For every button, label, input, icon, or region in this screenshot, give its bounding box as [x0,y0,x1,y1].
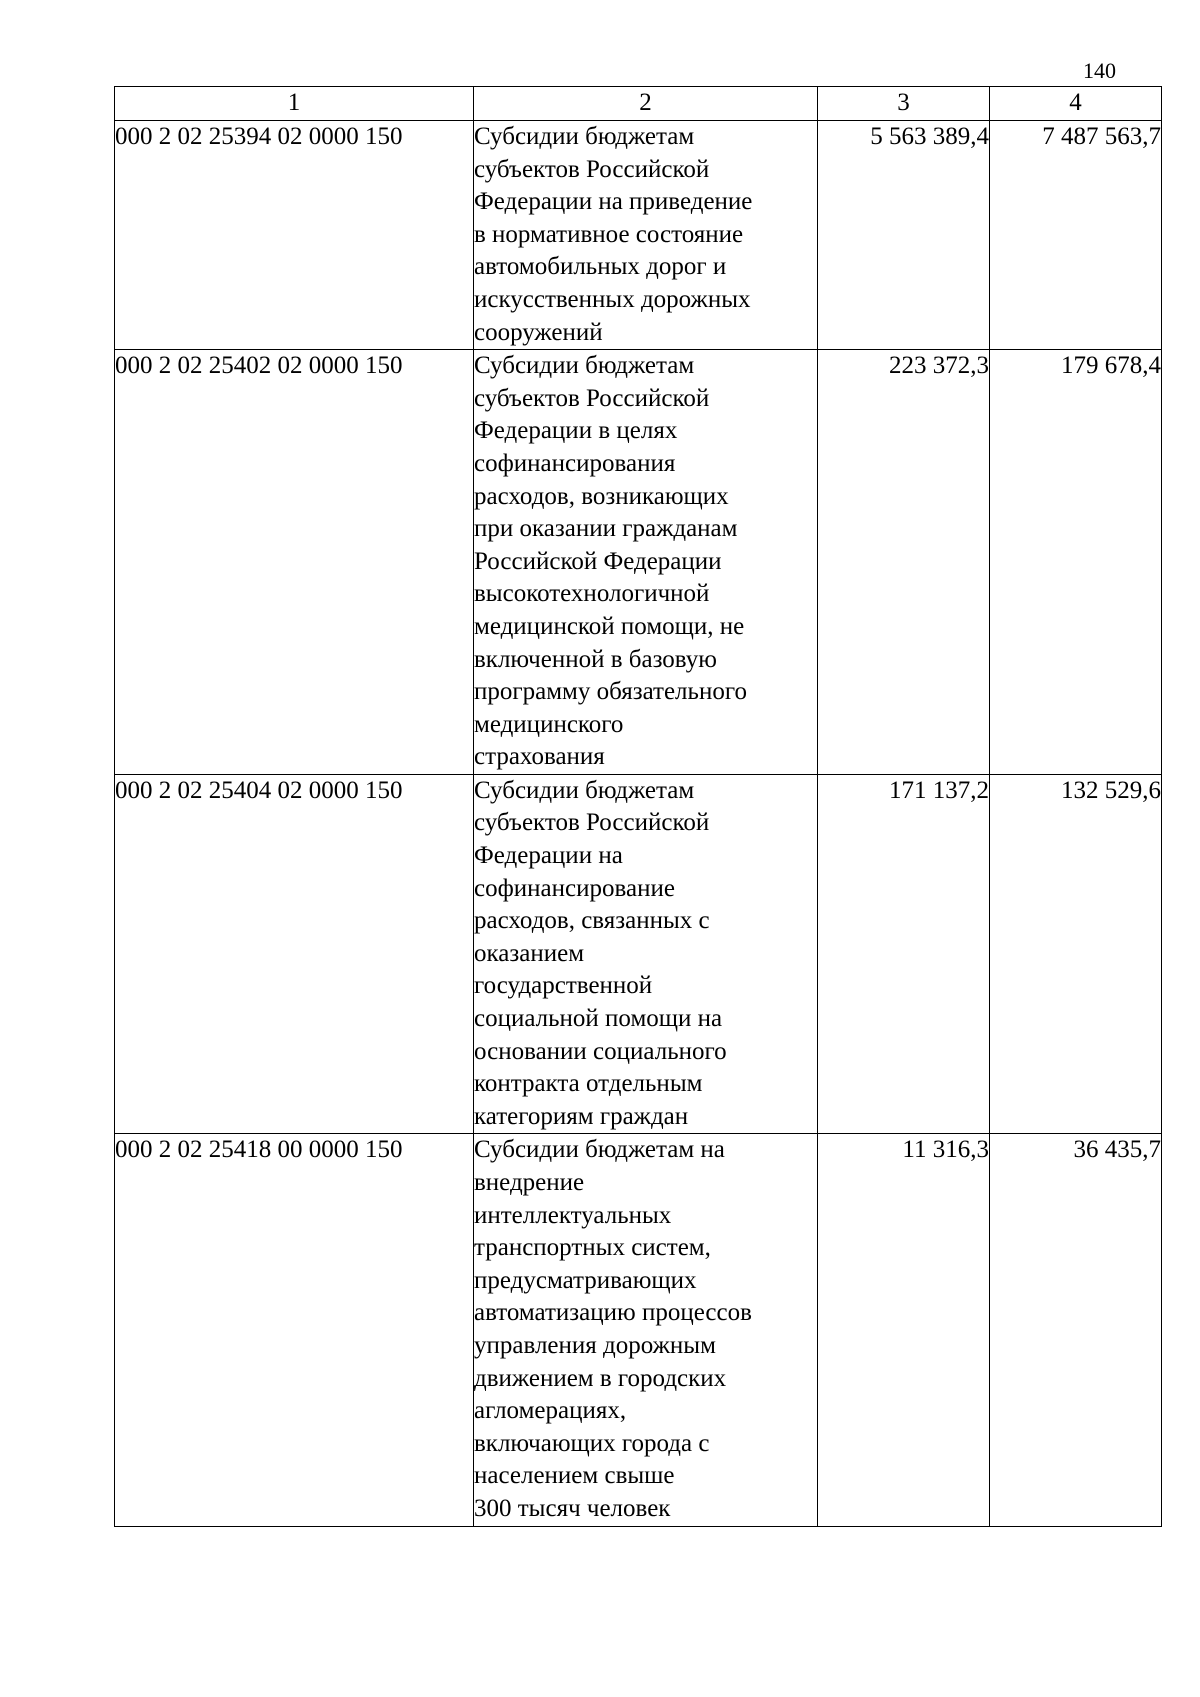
description [474,1134,818,1526]
column-header-2: 2 [474,87,818,121]
description-line: Федерации на приведение [474,188,753,216]
table-row [115,1134,1162,1526]
description-line: Субсидии бюджетам [474,776,695,804]
budget-code: 000 2 02 25402 02 0000 150 [115,350,474,775]
amount-column-4: 7 487 563,7 [990,121,1162,350]
budget-code: 000 2 02 25418 00 0000 150 [115,1134,474,1526]
description-line: Субсидии бюджетам [474,352,695,380]
description-line: Федерации в целях [474,417,678,445]
description-line: медицинской помощи, не [474,612,745,640]
description-line: расходов, возникающих [474,482,729,510]
amount-column-3: 11 316,3 [818,1134,990,1526]
description-line: Субсидии бюджетам [474,123,695,150]
description [474,774,818,1134]
description-line: предусматривающих [474,1266,697,1294]
description-line: категориям граждан [474,1102,689,1130]
budget-table [114,86,1162,1527]
description-line: включающих города с [474,1429,710,1457]
description-line: основании социального [474,1037,727,1065]
description-line: в нормативное состояние [474,220,744,248]
table-row [115,350,1162,775]
column-header-1: 1 [115,87,474,121]
description-line: медицинского [474,710,624,738]
amount-column-3: 5 563 389,4 [818,121,990,350]
budget-code: 000 2 02 25404 02 0000 150 [115,774,474,1134]
column-header-3: 3 [818,87,990,121]
amount-column-3: 171 137,2 [818,774,990,1134]
column-header-4: 4 [990,87,1162,121]
description-line: Субсидии бюджетам на [474,1136,725,1164]
amount-column-4: 179 678,4 [990,350,1162,775]
description-line: внедрение [474,1169,585,1196]
header-row [115,87,1162,121]
description-line: включенной в базовую [474,645,717,673]
description-line: транспортных систем, [474,1234,711,1262]
description-line: при оказании гражданам [474,515,738,543]
description-line: субъектов Российской [474,384,710,412]
description-line: софинансирования [474,449,676,477]
description-line: автомобильных дорог и [474,253,727,281]
description-line: субъектов Российской [474,809,710,837]
description-line: Российской Федерации [474,547,722,575]
description-line: страхования [474,743,605,771]
description-line: расходов, связанных с [474,907,710,935]
budget-code: 000 2 02 25394 02 0000 150 [115,121,474,350]
description-line: высокотехнологичной [474,580,710,608]
description-line: программу обязательного [474,678,747,706]
description-line: Федерации на [474,842,623,870]
description-line: движением в городских [474,1364,727,1392]
description-line: субъектов Российской [474,155,710,183]
description-line: оказанием [474,939,585,967]
description-line: искусственных дорожных [474,285,751,313]
description-line: населением свыше [474,1462,675,1490]
amount-column-4: 132 529,6 [990,774,1162,1134]
amount-column-3: 223 372,3 [818,350,990,775]
page-number: 140 [1083,58,1116,83]
description-line: автоматизацию процессов [474,1299,752,1327]
description-line: сооружений [474,318,603,346]
description-line: государственной [474,972,653,1000]
amount-column-4: 36 435,7 [990,1134,1162,1526]
table-row [115,121,1162,350]
description-line: социальной помощи на [474,1005,723,1033]
description [474,121,818,350]
description-line: контракта отдельным [474,1070,703,1098]
description-line: софинансирование [474,874,675,902]
description-line: агломерациях, [474,1397,627,1425]
description-line: управления дорожным [474,1331,716,1359]
description-line: интеллектуальных [474,1201,672,1229]
description-line: 300 тысяч человек [474,1494,671,1522]
description [474,350,818,775]
table-row [115,774,1162,1134]
